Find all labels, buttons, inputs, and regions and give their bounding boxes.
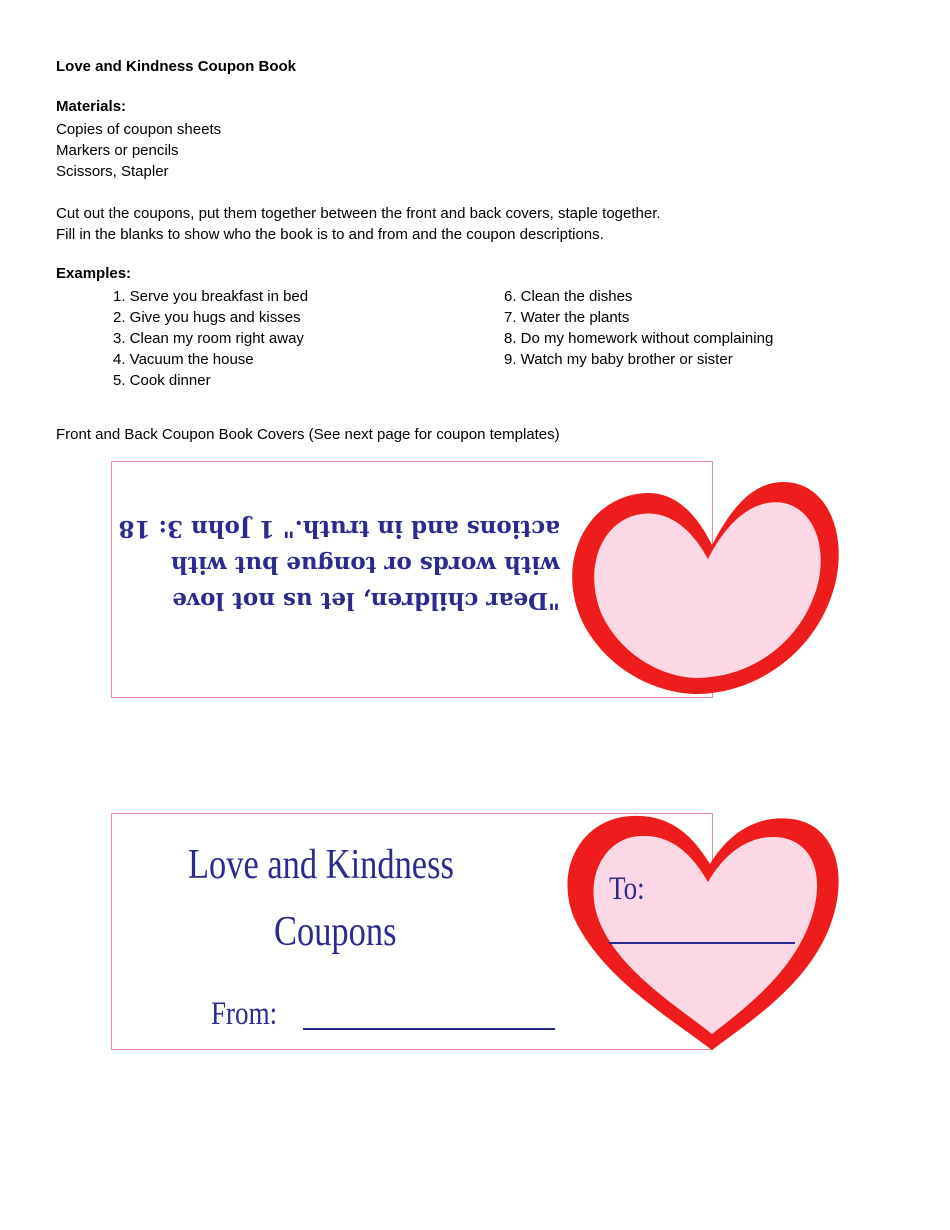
from-label: From: xyxy=(211,996,278,1032)
example-item: 8. Do my homework without complaining xyxy=(504,330,774,347)
example-item: 5. Cook dinner xyxy=(113,372,211,389)
example-item: 3. Clean my room right away xyxy=(113,330,304,347)
materials-item: Copies of coupon sheets xyxy=(56,121,222,138)
instructions xyxy=(56,203,661,245)
example-item: 6. Clean the dishes xyxy=(504,288,633,305)
verse-line: "Dear children, let us not love xyxy=(172,587,560,614)
instruction-line: Fill in the blanks to show who the book is to and from and the coupon descriptions. xyxy=(56,226,604,243)
materials-item: Scissors, Stapler xyxy=(56,163,169,180)
instruction-line: Cut out the coupons, put them together between the front and back covers, staple together. xyxy=(56,205,661,222)
example-item: 4. Vacuum the house xyxy=(113,351,254,368)
example-item: 2. Give you hugs and kisses xyxy=(113,309,301,326)
back-cover-heart xyxy=(562,455,842,705)
bible-verse xyxy=(118,510,560,618)
verse-line: actions and in truth." 1 John 3: 18 xyxy=(118,515,560,542)
page-title: Love and Kindness Coupon Book xyxy=(56,58,297,75)
cover-title-line-2: Coupons xyxy=(274,909,397,955)
examples-list-left xyxy=(113,286,308,391)
materials-item: Markers or pencils xyxy=(56,142,179,159)
materials-list xyxy=(56,119,221,182)
materials-heading: Materials: xyxy=(56,98,127,115)
example-item: 1. Serve you breakfast in bed xyxy=(113,288,309,305)
example-item: 7. Water the plants xyxy=(504,309,630,326)
examples-heading: Examples: xyxy=(56,265,132,282)
cover-title-line-1: Love and Kindness xyxy=(188,842,454,888)
verse-line: with words or tongue but with xyxy=(170,551,560,578)
from-blank-line[interactable] xyxy=(303,1028,555,1030)
to-blank-line[interactable] xyxy=(609,942,795,944)
front-cover-heart xyxy=(562,808,842,1058)
example-item: 9. Watch my baby brother or sister xyxy=(504,351,733,368)
to-label: To: xyxy=(609,871,645,907)
examples-list-right xyxy=(504,286,773,370)
covers-label: Front and Back Coupon Book Covers (See next page for coupon templates) xyxy=(56,426,560,443)
